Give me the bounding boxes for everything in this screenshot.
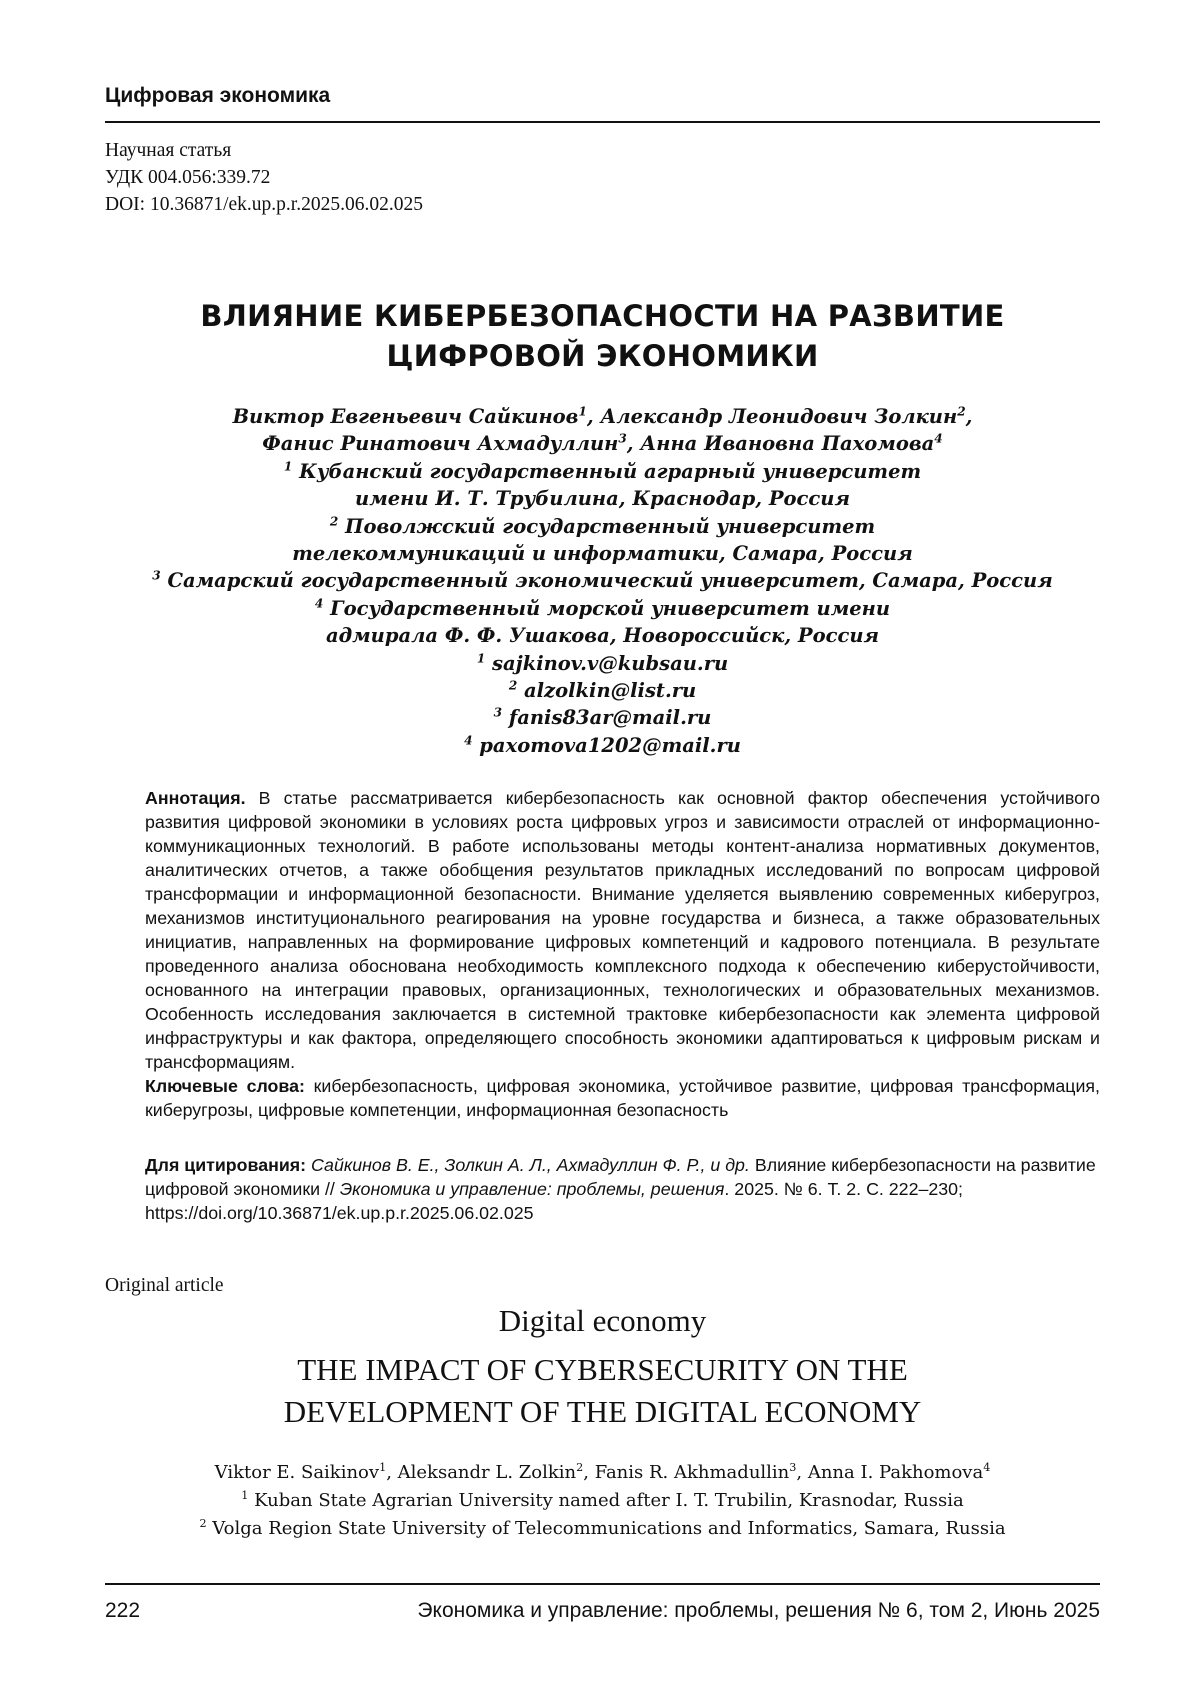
separator: ,: [583, 1462, 594, 1483]
email-sup: 1: [477, 651, 485, 665]
author-name: Александр Леонидович Золкин: [600, 405, 957, 428]
author-sup: 4: [983, 1461, 990, 1474]
citation-authors: Сайкинов В. Е., Золкин А. Л., Ахмадуллин Ф. Р., и др.: [311, 1155, 750, 1175]
citation-title: Влияние кибербезопасности на развитие цифровой экономики //: [145, 1155, 1096, 1199]
title-en: [105, 1349, 1100, 1433]
page-number: 222: [105, 1599, 140, 1623]
affiliation-sup: 4: [315, 596, 323, 610]
title-en-line: DEVELOPMENT OF THE DIGITAL ECONOMY: [105, 1391, 1100, 1433]
keywords-text: кибербезопасность, цифровая экономика, устойчивое развитие, цифровая трансформация, киберугрозы, цифровые компетенции, информационная безопасность: [145, 1076, 1100, 1120]
abstract-text: В статье рассматривается кибербезопасность как основной фактор обеспечения устойчивого развития цифровой экономики в условиях роста цифровых угроз и зависимости отраслей от информационно-коммуникационных технологий. В работе использованы методы контент-анализа нормативных документов, аналитических отчетов, а также обобщения результатов прикладных исследований по вопросам цифровой трансформации и информационной безопасности. Внимание уделяется выявлению современных киберугроз, механизмов институционального реагирования на уровне государства и бизнеса, а также образовательных инициатив, направленных на формирование цифровых компетенций и кадрового потенциала. В результате проведенного анализа обоснована необходимость комплексного подхода к обеспечению киберустойчивости, основанного на интеграции правовых, организационных, технологических и образовательных механизмов. Особенность исследования заключается в системной трактовке кибербезопасности как элемента цифровой инфраструктуры и как фактора, определяющего способность экономики адаптироваться к цифровым рискам и трансформациям.: [145, 788, 1100, 1072]
affiliation-text: Кубанский государственный аграрный университет: [299, 460, 921, 483]
affiliation: [105, 567, 1100, 594]
authors-en-line: [105, 1459, 1100, 1487]
affiliation: адмирала Ф. Ф. Ушакова, Новороссийск, Россия: [105, 622, 1100, 649]
author-sup: 2: [576, 1461, 583, 1474]
email: [105, 650, 1100, 677]
affiliation-en: [105, 1515, 1100, 1543]
affiliation: [105, 513, 1100, 540]
email: [105, 677, 1100, 704]
affiliation-sup: 2: [330, 514, 338, 528]
title-ru-line: ВЛИЯНИЕ КИБЕРБЕЗОПАСНОСТИ НА РАЗВИТИЕ: [105, 296, 1100, 336]
email-link[interactable]: fanis83ar@mail.ru: [509, 706, 711, 729]
authors-ru-line: [105, 430, 1100, 457]
section-en: Digital economy: [105, 1303, 1100, 1339]
affiliation: [105, 458, 1100, 485]
author-sup: 1: [578, 405, 586, 419]
original-article-label: Original article: [105, 1275, 224, 1297]
citation: [145, 1153, 1100, 1225]
email-link[interactable]: paxomova1202@mail.ru: [479, 734, 741, 757]
separator: ,: [386, 1462, 397, 1483]
abstract-label: Аннотация.: [145, 788, 246, 808]
doi: DOI: 10.36871/ek.up.p.r.2025.06.02.025: [105, 191, 423, 218]
author-name: Viktor E. Saikinov: [215, 1462, 379, 1483]
author-name: Fanis R. Akhmadullin: [595, 1462, 790, 1483]
title-en-line: THE IMPACT OF CYBERSECURITY ON THE: [105, 1349, 1100, 1391]
email-link[interactable]: sajkinov.v@kubsau.ru: [492, 652, 728, 675]
affiliation-text: Volga Region State University of Telecommunications and Informatics, Samara, Russia: [212, 1518, 1005, 1539]
affiliation-sup: 1: [284, 459, 292, 473]
author-name: Aleksandr L. Zolkin: [398, 1462, 576, 1483]
footer-rule: [105, 1583, 1100, 1585]
separator: ,: [587, 405, 601, 428]
author-sup: 3: [618, 432, 626, 446]
author-sup: 1: [379, 1461, 386, 1474]
email-sup: 3: [494, 706, 502, 720]
author-sup: 3: [789, 1461, 796, 1474]
keywords-label: Ключевые слова:: [145, 1076, 305, 1096]
affiliation: телекоммуникаций и информатики, Самара, Россия: [105, 540, 1100, 567]
author-sup: 2: [957, 405, 965, 419]
article-page: [105, 0, 1100, 1698]
author-name: Anna I. Pakhomova: [808, 1462, 983, 1483]
udc-code: УДК 004.056:339.72: [105, 164, 423, 191]
keywords-paragraph: [145, 1074, 1100, 1122]
email-sup: 2: [509, 679, 517, 693]
section-header: Цифровая экономика: [105, 84, 330, 108]
affiliation-text: Самарский государственный экономический университет, Самара, Россия: [167, 569, 1052, 592]
affiliation-sup: 2: [199, 1517, 206, 1530]
abstract: [145, 786, 1100, 1122]
email-sup: 4: [464, 733, 472, 747]
citation-details: . 2025. № 6. Т. 2. С. 222–230; https://doi.org/10.36871/ek.up.p.r.2025.06.02.025: [145, 1179, 963, 1223]
affiliation-sup: 3: [152, 569, 160, 583]
author-name: Фанис Ринатович Ахмадуллин: [262, 432, 618, 455]
email: [105, 732, 1100, 759]
affiliation: имени И. Т. Трубилина, Краснодар, Россия: [105, 485, 1100, 512]
citation-label: Для цитирования:: [145, 1155, 306, 1175]
title-ru-line: ЦИФРОВОЙ ЭКОНОМИКИ: [105, 336, 1100, 376]
abstract-paragraph: [145, 786, 1100, 1074]
authors-ru: [105, 403, 1100, 759]
title-ru: [105, 296, 1100, 376]
email-link[interactable]: alzolkin@list.ru: [524, 679, 696, 702]
author-name: Анна Ивановна Пахомова: [640, 432, 934, 455]
email: [105, 704, 1100, 731]
affiliation-text: Поволжский государственный университет: [345, 515, 875, 538]
authors-en: [105, 1459, 1100, 1543]
article-meta: [105, 137, 423, 218]
separator: ,: [796, 1462, 807, 1483]
article-type: Научная статья: [105, 137, 423, 164]
author-sup: 4: [934, 432, 942, 446]
authors-ru-line: Виктор Евгеньевич Сайкинов1, Александр Леонидович Золкин2,: [105, 403, 1100, 430]
affiliation-text: Государственный морской университет имени: [330, 597, 890, 620]
separator: ,: [627, 432, 641, 455]
author-name: Виктор Евгеньевич Сайкинов: [233, 405, 579, 428]
affiliation: [105, 595, 1100, 622]
citation-journal: Экономика и управление: проблемы, решения: [340, 1179, 725, 1199]
affiliation-sup: 1: [241, 1489, 248, 1502]
journal-info: Экономика и управление: проблемы, решения № 6, том 2, Июнь 2025: [417, 1599, 1100, 1623]
affiliation-en: [105, 1487, 1100, 1515]
header-rule: [105, 121, 1100, 123]
affiliation-text: Kuban State Agrarian University named after I. T. Trubilin, Krasnodar, Russia: [254, 1490, 964, 1511]
